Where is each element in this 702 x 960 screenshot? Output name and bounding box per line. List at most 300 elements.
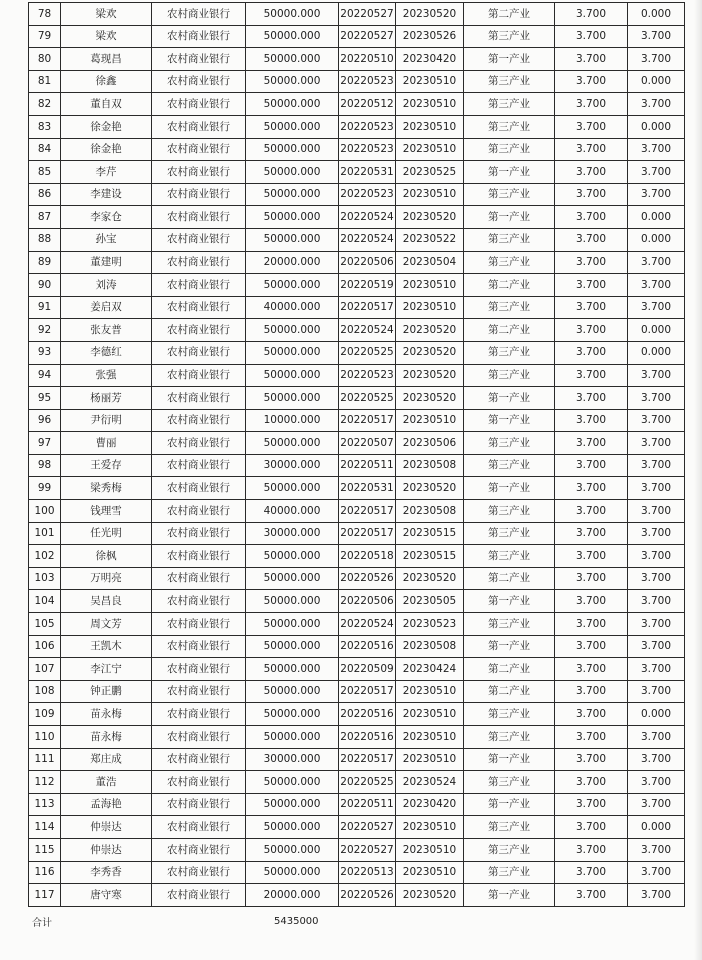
industry-cell: 第二产业 — [464, 319, 555, 342]
interest-value-cell: 3.700 — [628, 454, 685, 477]
bank-name-cell: 农村商业银行 — [152, 613, 246, 636]
table-row — [29, 816, 685, 839]
loan-amount-cell: 50000.000 — [246, 115, 339, 138]
loan-amount-cell: 20000.000 — [246, 884, 339, 907]
table-row — [29, 432, 685, 455]
interest-rate-cell: 3.700 — [555, 726, 628, 749]
borrower-name-cell: 董浩 — [61, 771, 152, 794]
start-date-cell: 20220506 — [339, 251, 396, 274]
row-number-cell: 80 — [29, 48, 61, 71]
row-number-cell: 79 — [29, 25, 61, 48]
row-number-cell: 111 — [29, 748, 61, 771]
loan-amount-cell: 50000.000 — [246, 341, 339, 364]
interest-rate-cell: 3.700 — [555, 613, 628, 636]
interest-value-cell: 3.700 — [628, 138, 685, 161]
borrower-name-cell: 徐金艳 — [61, 115, 152, 138]
industry-cell: 第三产业 — [464, 545, 555, 568]
industry-cell: 第一产业 — [464, 387, 555, 410]
table-row — [29, 477, 685, 500]
industry-cell: 第三产业 — [464, 500, 555, 523]
row-number-cell: 94 — [29, 364, 61, 387]
loan-amount-cell: 40000.000 — [246, 296, 339, 319]
borrower-name-cell: 孙宝 — [61, 228, 152, 251]
loan-amount-cell: 50000.000 — [246, 590, 339, 613]
loan-amount-cell: 50000.000 — [246, 545, 339, 568]
end-date-cell: 20230520 — [396, 387, 464, 410]
row-number-cell: 108 — [29, 680, 61, 703]
borrower-name-cell: 仲崇达 — [61, 838, 152, 861]
loan-ledger-table — [28, 2, 685, 907]
end-date-cell: 20230510 — [396, 70, 464, 93]
borrower-name-cell: 吴昌良 — [61, 590, 152, 613]
industry-cell: 第一产业 — [464, 635, 555, 658]
borrower-name-cell: 李芹 — [61, 161, 152, 184]
interest-value-cell: 3.700 — [628, 680, 685, 703]
borrower-name-cell: 徐枫 — [61, 545, 152, 568]
borrower-name-cell: 徐金艳 — [61, 138, 152, 161]
loan-amount-cell: 50000.000 — [246, 48, 339, 71]
row-number-cell: 97 — [29, 432, 61, 455]
industry-cell: 第一产业 — [464, 409, 555, 432]
table-row — [29, 613, 685, 636]
loan-amount-cell: 50000.000 — [246, 387, 339, 410]
borrower-name-cell: 葛现昌 — [61, 48, 152, 71]
industry-cell: 第三产业 — [464, 138, 555, 161]
borrower-name-cell: 张强 — [61, 364, 152, 387]
row-number-cell: 85 — [29, 161, 61, 184]
start-date-cell: 20220507 — [339, 432, 396, 455]
interest-value-cell: 3.700 — [628, 613, 685, 636]
borrower-name-cell: 董自双 — [61, 93, 152, 116]
row-number-cell: 81 — [29, 70, 61, 93]
bank-name-cell: 农村商业银行 — [152, 793, 246, 816]
interest-rate-cell: 3.700 — [555, 522, 628, 545]
interest-rate-cell: 3.700 — [555, 635, 628, 658]
industry-cell: 第三产业 — [464, 364, 555, 387]
loan-amount-cell: 50000.000 — [246, 861, 339, 884]
interest-value-cell: 3.700 — [628, 838, 685, 861]
total-value: 5435000 — [274, 916, 319, 927]
bank-name-cell: 农村商业银行 — [152, 861, 246, 884]
bank-name-cell: 农村商业银行 — [152, 454, 246, 477]
bank-name-cell: 农村商业银行 — [152, 771, 246, 794]
borrower-name-cell: 钱理雪 — [61, 500, 152, 523]
industry-cell: 第三产业 — [464, 341, 555, 364]
interest-rate-cell: 3.700 — [555, 364, 628, 387]
borrower-name-cell: 任光明 — [61, 522, 152, 545]
row-number-cell: 104 — [29, 590, 61, 613]
bank-name-cell: 农村商业银行 — [152, 70, 246, 93]
loan-amount-cell: 10000.000 — [246, 409, 339, 432]
interest-value-cell: 3.700 — [628, 635, 685, 658]
row-number-cell: 100 — [29, 500, 61, 523]
end-date-cell: 20230508 — [396, 454, 464, 477]
end-date-cell: 20230506 — [396, 432, 464, 455]
interest-rate-cell: 3.700 — [555, 183, 628, 206]
interest-rate-cell: 3.700 — [555, 771, 628, 794]
interest-value-cell: 0.000 — [628, 70, 685, 93]
bank-name-cell: 农村商业银行 — [152, 364, 246, 387]
borrower-name-cell: 钟正鹏 — [61, 680, 152, 703]
interest-rate-cell: 3.700 — [555, 3, 628, 26]
loan-amount-cell: 30000.000 — [246, 454, 339, 477]
bank-name-cell: 农村商业银行 — [152, 409, 246, 432]
borrower-name-cell: 万明亮 — [61, 567, 152, 590]
interest-rate-cell: 3.700 — [555, 138, 628, 161]
table-row — [29, 500, 685, 523]
interest-rate-cell: 3.700 — [555, 793, 628, 816]
table-row — [29, 228, 685, 251]
row-number-cell: 98 — [29, 454, 61, 477]
start-date-cell: 20220517 — [339, 296, 396, 319]
loan-amount-cell: 50000.000 — [246, 793, 339, 816]
industry-cell: 第三产业 — [464, 703, 555, 726]
interest-value-cell: 3.700 — [628, 25, 685, 48]
row-number-cell: 107 — [29, 658, 61, 681]
interest-rate-cell: 3.700 — [555, 251, 628, 274]
interest-value-cell: 0.000 — [628, 816, 685, 839]
borrower-name-cell: 郑庄成 — [61, 748, 152, 771]
start-date-cell: 20220516 — [339, 703, 396, 726]
row-number-cell: 112 — [29, 771, 61, 794]
interest-value-cell: 0.000 — [628, 206, 685, 229]
borrower-name-cell: 王爱存 — [61, 454, 152, 477]
table-row — [29, 680, 685, 703]
start-date-cell: 20220524 — [339, 228, 396, 251]
bank-name-cell: 农村商业银行 — [152, 115, 246, 138]
industry-cell: 第一产业 — [464, 793, 555, 816]
loan-amount-cell: 50000.000 — [246, 613, 339, 636]
borrower-name-cell: 李秀香 — [61, 861, 152, 884]
end-date-cell: 20230510 — [396, 838, 464, 861]
interest-rate-cell: 3.700 — [555, 680, 628, 703]
bank-name-cell: 农村商业银行 — [152, 545, 246, 568]
row-number-cell: 89 — [29, 251, 61, 274]
end-date-cell: 20230510 — [396, 296, 464, 319]
bank-name-cell: 农村商业银行 — [152, 590, 246, 613]
industry-cell: 第三产业 — [464, 816, 555, 839]
borrower-name-cell: 董建明 — [61, 251, 152, 274]
bank-name-cell: 农村商业银行 — [152, 500, 246, 523]
end-date-cell: 20230520 — [396, 364, 464, 387]
row-number-cell: 92 — [29, 319, 61, 342]
industry-cell: 第三产业 — [464, 861, 555, 884]
table-row — [29, 274, 685, 297]
end-date-cell: 20230510 — [396, 816, 464, 839]
bank-name-cell: 农村商业银行 — [152, 319, 246, 342]
interest-value-cell: 3.700 — [628, 183, 685, 206]
start-date-cell: 20220512 — [339, 93, 396, 116]
interest-value-cell: 3.700 — [628, 477, 685, 500]
table-row — [29, 838, 685, 861]
table-row — [29, 183, 685, 206]
industry-cell: 第一产业 — [464, 206, 555, 229]
table-row — [29, 115, 685, 138]
table-row — [29, 161, 685, 184]
interest-value-cell: 3.700 — [628, 771, 685, 794]
industry-cell: 第一产业 — [464, 161, 555, 184]
industry-cell: 第三产业 — [464, 25, 555, 48]
loan-amount-cell: 50000.000 — [246, 138, 339, 161]
table-row — [29, 793, 685, 816]
industry-cell: 第二产业 — [464, 3, 555, 26]
end-date-cell: 20230523 — [396, 613, 464, 636]
interest-value-cell: 3.700 — [628, 364, 685, 387]
interest-rate-cell: 3.700 — [555, 70, 628, 93]
interest-rate-cell: 3.700 — [555, 838, 628, 861]
row-number-cell: 109 — [29, 703, 61, 726]
borrower-name-cell: 梁欢 — [61, 3, 152, 26]
end-date-cell: 20230510 — [396, 183, 464, 206]
end-date-cell: 20230515 — [396, 522, 464, 545]
row-number-cell: 91 — [29, 296, 61, 319]
bank-name-cell: 农村商业银行 — [152, 183, 246, 206]
start-date-cell: 20220523 — [339, 183, 396, 206]
bank-name-cell: 农村商业银行 — [152, 522, 246, 545]
industry-cell: 第一产业 — [464, 48, 555, 71]
loan-amount-cell: 50000.000 — [246, 206, 339, 229]
interest-rate-cell: 3.700 — [555, 25, 628, 48]
bank-name-cell: 农村商业银行 — [152, 838, 246, 861]
end-date-cell: 20230515 — [396, 545, 464, 568]
bank-name-cell: 农村商业银行 — [152, 658, 246, 681]
start-date-cell: 20220524 — [339, 613, 396, 636]
interest-value-cell: 3.700 — [628, 432, 685, 455]
end-date-cell: 20230508 — [396, 500, 464, 523]
loan-amount-cell: 50000.000 — [246, 25, 339, 48]
end-date-cell: 20230510 — [396, 703, 464, 726]
row-number-cell: 82 — [29, 93, 61, 116]
start-date-cell: 20220523 — [339, 115, 396, 138]
bank-name-cell: 农村商业银行 — [152, 93, 246, 116]
bank-name-cell: 农村商业银行 — [152, 25, 246, 48]
interest-value-cell: 3.700 — [628, 93, 685, 116]
borrower-name-cell: 李建设 — [61, 183, 152, 206]
table-row — [29, 771, 685, 794]
start-date-cell: 20220517 — [339, 748, 396, 771]
loan-amount-cell: 40000.000 — [246, 500, 339, 523]
industry-cell: 第三产业 — [464, 454, 555, 477]
ledger-body — [29, 3, 685, 907]
bank-name-cell: 农村商业银行 — [152, 726, 246, 749]
loan-amount-cell: 50000.000 — [246, 228, 339, 251]
borrower-name-cell: 王凯木 — [61, 635, 152, 658]
interest-rate-cell: 3.700 — [555, 748, 628, 771]
interest-rate-cell: 3.700 — [555, 387, 628, 410]
start-date-cell: 20220517 — [339, 522, 396, 545]
end-date-cell: 20230510 — [396, 274, 464, 297]
row-number-cell: 99 — [29, 477, 61, 500]
interest-rate-cell: 3.700 — [555, 341, 628, 364]
interest-rate-cell: 3.700 — [555, 884, 628, 907]
loan-amount-cell: 30000.000 — [246, 748, 339, 771]
total-label: 合计 — [32, 918, 52, 929]
borrower-name-cell: 尹衍明 — [61, 409, 152, 432]
bank-name-cell: 农村商业银行 — [152, 884, 246, 907]
end-date-cell: 20230508 — [396, 635, 464, 658]
loan-amount-cell: 50000.000 — [246, 477, 339, 500]
row-number-cell: 101 — [29, 522, 61, 545]
interest-rate-cell: 3.700 — [555, 816, 628, 839]
bank-name-cell: 农村商业银行 — [152, 387, 246, 410]
end-date-cell: 20230524 — [396, 771, 464, 794]
table-row — [29, 726, 685, 749]
loan-amount-cell: 50000.000 — [246, 161, 339, 184]
interest-value-cell: 0.000 — [628, 341, 685, 364]
start-date-cell: 20220519 — [339, 274, 396, 297]
row-number-cell: 116 — [29, 861, 61, 884]
table-row — [29, 3, 685, 26]
table-row — [29, 567, 685, 590]
interest-rate-cell: 3.700 — [555, 432, 628, 455]
row-number-cell: 95 — [29, 387, 61, 410]
bank-name-cell: 农村商业银行 — [152, 138, 246, 161]
interest-rate-cell: 3.700 — [555, 567, 628, 590]
start-date-cell: 20220524 — [339, 206, 396, 229]
table-row — [29, 861, 685, 884]
interest-rate-cell: 3.700 — [555, 409, 628, 432]
loan-amount-cell: 50000.000 — [246, 567, 339, 590]
interest-value-cell: 3.700 — [628, 658, 685, 681]
end-date-cell: 20230520 — [396, 477, 464, 500]
interest-rate-cell: 3.700 — [555, 206, 628, 229]
start-date-cell: 20220527 — [339, 3, 396, 26]
loan-amount-cell: 50000.000 — [246, 658, 339, 681]
table-row — [29, 590, 685, 613]
start-date-cell: 20220526 — [339, 567, 396, 590]
end-date-cell: 20230520 — [396, 3, 464, 26]
borrower-name-cell: 苗永梅 — [61, 703, 152, 726]
borrower-name-cell: 周文芳 — [61, 613, 152, 636]
end-date-cell: 20230424 — [396, 658, 464, 681]
interest-value-cell: 0.000 — [628, 3, 685, 26]
bank-name-cell: 农村商业银行 — [152, 161, 246, 184]
bank-name-cell: 农村商业银行 — [152, 703, 246, 726]
bank-name-cell: 农村商业银行 — [152, 228, 246, 251]
table-row — [29, 341, 685, 364]
loan-amount-cell: 50000.000 — [246, 680, 339, 703]
start-date-cell: 20220509 — [339, 658, 396, 681]
row-number-cell: 83 — [29, 115, 61, 138]
industry-cell: 第三产业 — [464, 115, 555, 138]
interest-value-cell: 3.700 — [628, 296, 685, 319]
interest-rate-cell: 3.700 — [555, 48, 628, 71]
industry-cell: 第二产业 — [464, 680, 555, 703]
bank-name-cell: 农村商业银行 — [152, 274, 246, 297]
interest-value-cell: 3.700 — [628, 726, 685, 749]
borrower-name-cell: 苗永梅 — [61, 726, 152, 749]
loan-amount-cell: 50000.000 — [246, 3, 339, 26]
end-date-cell: 20230505 — [396, 590, 464, 613]
industry-cell: 第三产业 — [464, 296, 555, 319]
interest-rate-cell: 3.700 — [555, 228, 628, 251]
start-date-cell: 20220511 — [339, 793, 396, 816]
interest-value-cell: 3.700 — [628, 590, 685, 613]
end-date-cell: 20230510 — [396, 409, 464, 432]
end-date-cell: 20230520 — [396, 319, 464, 342]
start-date-cell: 20220506 — [339, 590, 396, 613]
interest-value-cell: 3.700 — [628, 567, 685, 590]
interest-value-cell: 0.000 — [628, 319, 685, 342]
start-date-cell: 20220517 — [339, 680, 396, 703]
table-row — [29, 25, 685, 48]
table-row — [29, 206, 685, 229]
interest-value-cell: 3.700 — [628, 48, 685, 71]
interest-rate-cell: 3.700 — [555, 590, 628, 613]
table-row — [29, 48, 685, 71]
end-date-cell: 20230525 — [396, 161, 464, 184]
bank-name-cell: 农村商业银行 — [152, 432, 246, 455]
industry-cell: 第一产业 — [464, 884, 555, 907]
interest-rate-cell: 3.700 — [555, 454, 628, 477]
table-row — [29, 658, 685, 681]
end-date-cell: 20230510 — [396, 726, 464, 749]
table-row — [29, 454, 685, 477]
table-row — [29, 409, 685, 432]
loan-amount-cell: 50000.000 — [246, 364, 339, 387]
table-row — [29, 522, 685, 545]
end-date-cell: 20230510 — [396, 115, 464, 138]
row-number-cell: 87 — [29, 206, 61, 229]
interest-value-cell: 3.700 — [628, 274, 685, 297]
bank-name-cell: 农村商业银行 — [152, 296, 246, 319]
loan-amount-cell: 50000.000 — [246, 319, 339, 342]
bank-name-cell: 农村商业银行 — [152, 3, 246, 26]
table-row — [29, 748, 685, 771]
loan-amount-cell: 50000.000 — [246, 274, 339, 297]
start-date-cell: 20220523 — [339, 138, 396, 161]
loan-amount-cell: 50000.000 — [246, 771, 339, 794]
start-date-cell: 20220525 — [339, 341, 396, 364]
industry-cell: 第三产业 — [464, 771, 555, 794]
industry-cell: 第三产业 — [464, 70, 555, 93]
start-date-cell: 20220531 — [339, 161, 396, 184]
interest-rate-cell: 3.700 — [555, 274, 628, 297]
row-number-cell: 105 — [29, 613, 61, 636]
start-date-cell: 20220523 — [339, 70, 396, 93]
bank-name-cell: 农村商业银行 — [152, 680, 246, 703]
table-row — [29, 138, 685, 161]
row-number-cell: 114 — [29, 816, 61, 839]
loan-amount-cell: 50000.000 — [246, 93, 339, 116]
borrower-name-cell: 刘涛 — [61, 274, 152, 297]
start-date-cell: 20220525 — [339, 387, 396, 410]
row-number-cell: 115 — [29, 838, 61, 861]
start-date-cell: 20220527 — [339, 816, 396, 839]
borrower-name-cell: 曹丽 — [61, 432, 152, 455]
row-number-cell: 103 — [29, 567, 61, 590]
start-date-cell: 20220523 — [339, 364, 396, 387]
interest-value-cell: 3.700 — [628, 251, 685, 274]
end-date-cell: 20230520 — [396, 341, 464, 364]
bank-name-cell: 农村商业银行 — [152, 206, 246, 229]
borrower-name-cell: 李家仓 — [61, 206, 152, 229]
table-row — [29, 635, 685, 658]
borrower-name-cell: 梁欢 — [61, 25, 152, 48]
loan-amount-cell: 50000.000 — [246, 183, 339, 206]
start-date-cell: 20220527 — [339, 25, 396, 48]
end-date-cell: 20230526 — [396, 25, 464, 48]
start-date-cell: 20220517 — [339, 409, 396, 432]
borrower-name-cell: 张友普 — [61, 319, 152, 342]
loan-amount-cell: 50000.000 — [246, 432, 339, 455]
end-date-cell: 20230420 — [396, 48, 464, 71]
end-date-cell: 20230522 — [396, 228, 464, 251]
industry-cell: 第三产业 — [464, 726, 555, 749]
table-row — [29, 703, 685, 726]
industry-cell: 第三产业 — [464, 613, 555, 636]
table-row — [29, 387, 685, 410]
